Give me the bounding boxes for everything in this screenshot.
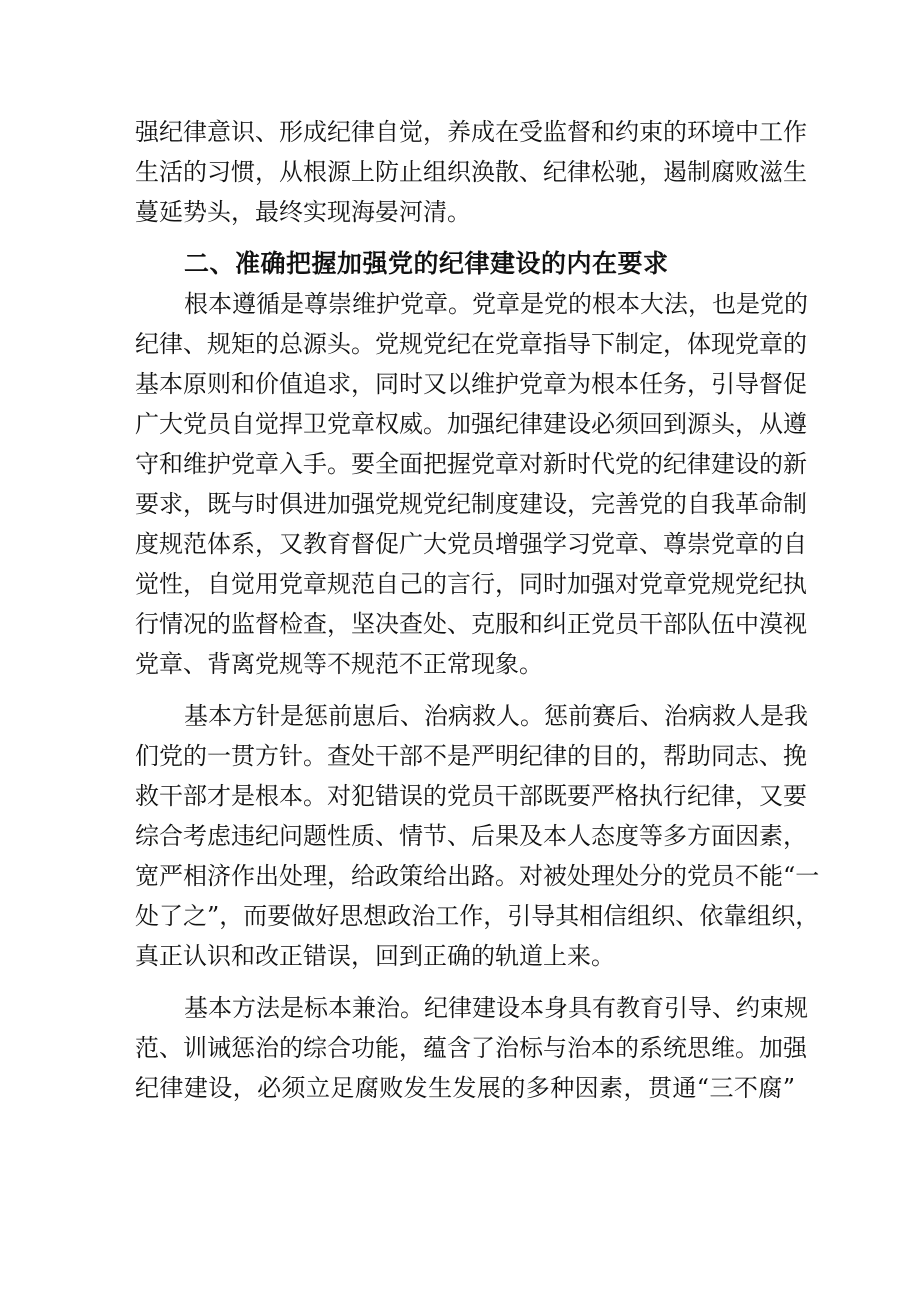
paragraph-line: 范、训诫惩治的综合功能，蕴含了治标与治本的系统思维。加强 <box>135 1034 807 1062</box>
paragraph-line: 党章、背离党规等不规范不正常现象。 <box>135 650 543 678</box>
paragraph-line: 要求，既与时俱进加强党规党纪制度建设，完善党的自我革命制 <box>135 490 807 518</box>
paragraph-line: 生活的习惯，从根源上防止组织涣散、纪律松驰，遏制腐败滋生 <box>135 158 807 186</box>
paragraph-line: 宽严相济作出处理，给政策给出路。对被处理处分的党员不能“一 <box>135 862 820 890</box>
paragraph-line: 们党的一贯方针。查处干部不是严明纪律的目的，帮助同志、挽 <box>135 742 807 770</box>
paragraph-line: 觉性，自觉用党章规范自己的言行，同时加强对党章党规党纪执 <box>135 570 807 598</box>
paragraph-line: 真正认识和改正错误，回到正确的轨道上来。 <box>135 942 615 970</box>
paragraph-line: 基本原则和价值追求，同时又以维护党章为根本任务，引导督促 <box>135 370 807 398</box>
paragraph-line: 基本方法是标本兼治。纪律建设本身具有教育引导、约束规 <box>184 994 808 1022</box>
paragraph-line: 守和维护党章入手。要全面把握党章对新时代党的纪律建设的新 <box>135 450 807 478</box>
paragraph-line: 蔓延势头，最终实现海晏河清。 <box>135 198 471 226</box>
paragraph-line: 广大党员自觉捍卫党章权威。加强纪律建设必须回到源头，从遵 <box>135 410 807 438</box>
section-heading: 二、准确把握加强党的纪律建设的内在要求 <box>184 249 669 278</box>
paragraph-line: 度规范体系，又教育督促广大党员增强学习党章、尊崇党章的自 <box>135 530 807 558</box>
paragraph-line: 纪律、规矩的总源头。党规党纪在党章指导下制定，体现党章的 <box>135 330 807 358</box>
paragraph-line: 综合考虑违纪问题性质、情节、后果及本人态度等多方面因素， <box>135 822 807 850</box>
paragraph-line: 根本遵循是尊崇维护党章。党章是党的根本大法，也是党的 <box>184 290 808 318</box>
paragraph-line: 行情况的监督检查，坚决查处、克服和纠正党员干部队伍中漠视 <box>135 610 807 638</box>
paragraph-line: 纪律建设，必须立足腐败发生发展的多种因素，贯通“三不腐” <box>135 1074 795 1102</box>
paragraph-line: 基本方针是惩前崽后、治病救人。惩前赛后、治病救人是我 <box>184 702 808 730</box>
paragraph-line: 救干部才是根本。对犯错误的党员干部既要严格执行纪律，又要 <box>135 782 807 810</box>
paragraph-line: 处了之”，而要做好思想政治工作，引导其相信组织、依靠组织， <box>135 902 820 930</box>
paragraph-line: 强纪律意识、形成纪律自觉，养成在受监督和约束的环境中工作 <box>135 118 807 146</box>
